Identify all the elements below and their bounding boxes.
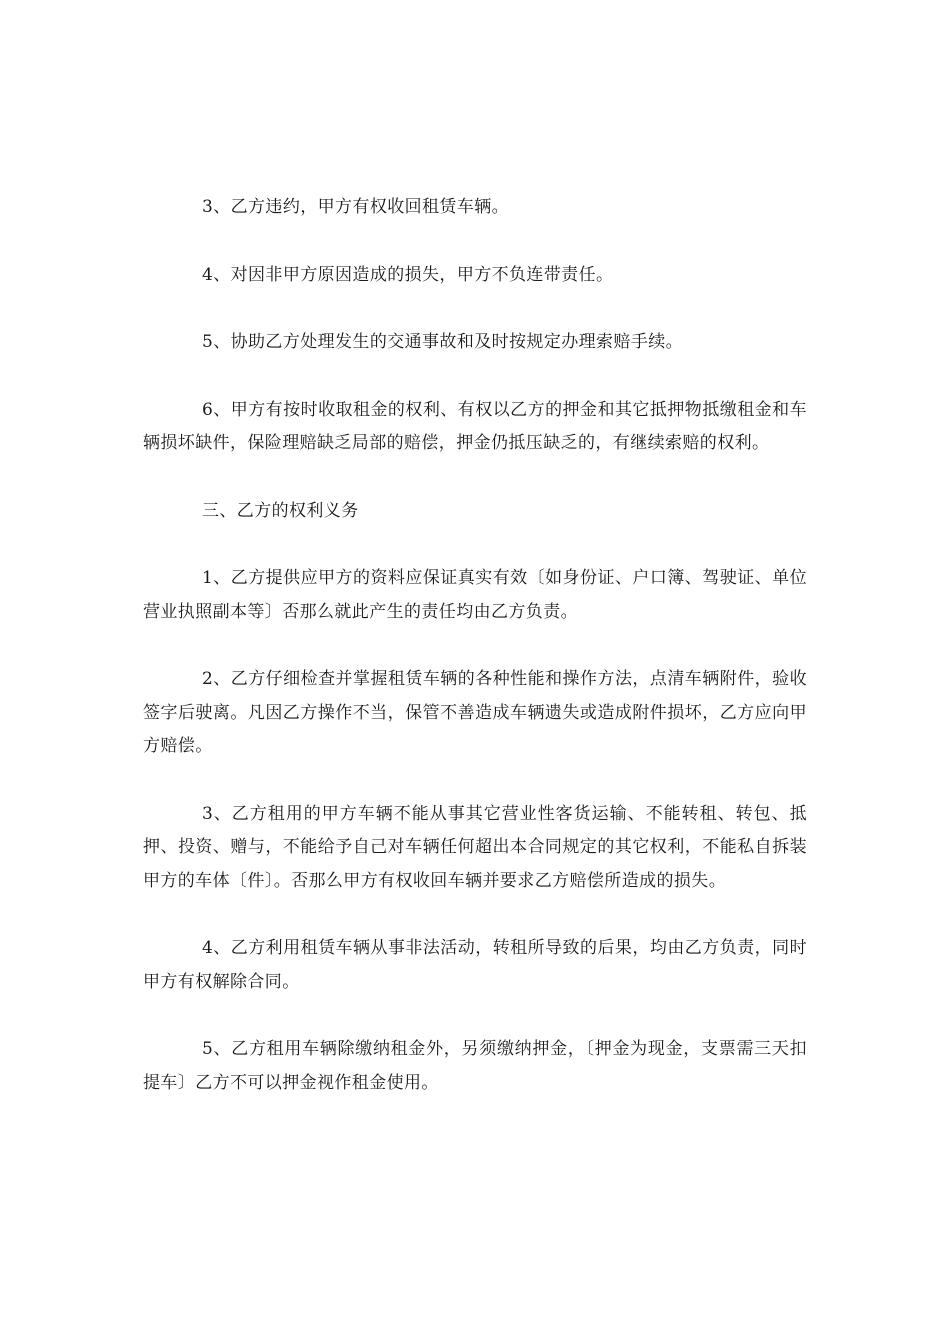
- clause-lessee-3: 3、乙方租用的甲方车辆不能从事其它营业性客货运输、不能转租、转包、抵押、投资、赠与，不能给予自己对车辆任何超出本合同规定的其它权利，不能私自拆装甲方的车体〔件〕。否那么甲方有权收回车辆并要求乙方赔偿所造成的损失。: [143, 803, 807, 891]
- clause-lessor-6: 6、甲方有按时收取租金的权利、有权以乙方的押金和其它抵押物抵缴租金和车辆损坏缺件，保险理赔缺乏局部的赔偿，押金仍抵压缺乏的，有继续索赔的权利。: [143, 399, 807, 453]
- paragraph-gap: [143, 764, 807, 798]
- paragraph-gap: [143, 360, 807, 394]
- paragraph-gap: [143, 629, 807, 663]
- clause-lessee-4: 4、乙方利用租赁车辆从事非法活动，转租所导致的后果，均由乙方负责，同时甲方有权解除合同。: [143, 938, 807, 992]
- clause-lessor-3: 3、乙方违约，甲方有权收回租赁车辆。: [202, 197, 510, 217]
- section-heading-lessee-rights: 三、乙方的权利义务: [202, 500, 359, 521]
- document-body: [143, 191, 807, 1100]
- paragraph-gap: [143, 528, 807, 562]
- clause-lessee-5: 5、乙方租用车辆除缴纳租金外，另须缴纳押金，〔押金为现金，支票需三天扣提车〕乙方不可以押金视作租金使用。: [143, 1039, 807, 1093]
- paragraph-gap: [143, 999, 807, 1033]
- paragraph-gap: [143, 461, 807, 495]
- clause-lessee-2: 2、乙方仔细检查并掌握租赁车辆的各种性能和操作方法，点清车辆附件，验收签字后驶离。凡因乙方操作不当，保管不善造成车辆遗失或造成附件损坏，乙方应向甲方赔偿。: [143, 669, 807, 756]
- paragraph-gap: [143, 292, 807, 326]
- clause-lessor-5: 5、协助乙方处理发生的交通事故和及时按规定办理索赔手续。: [202, 332, 684, 352]
- paragraph-gap: [143, 225, 807, 259]
- clause-lessee-1: 1、乙方提供应甲方的资料应保证真实有效〔如身份证、户口簿、驾驶证、单位营业执照副本等〕否那么就此产生的责任均由乙方负责。: [143, 568, 807, 622]
- clause-lessor-4: 4、对因非甲方原因造成的损失，甲方不负连带责任。: [202, 264, 614, 285]
- paragraph-gap: [143, 898, 807, 932]
